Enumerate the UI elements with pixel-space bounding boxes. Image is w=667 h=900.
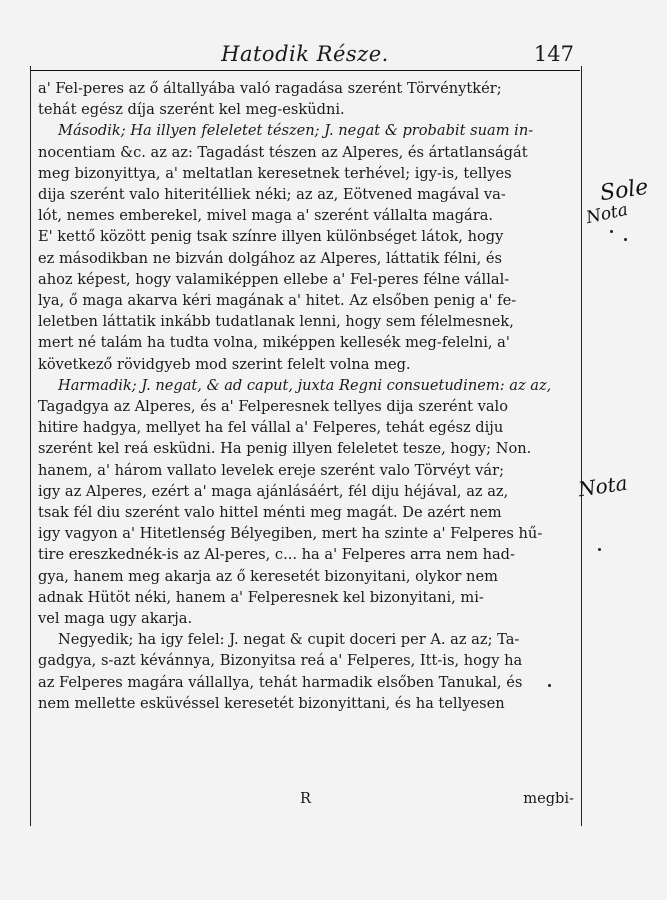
- ink-speck: [624, 238, 627, 241]
- text-line: tehát egész díja szerént kel meg-esküdni.: [38, 101, 345, 119]
- page-footer: [38, 790, 574, 812]
- ink-speck: [598, 548, 601, 551]
- text-line: az Felperes magára vállallya, tehát harmadik elsőben Tanukal, és: [38, 673, 523, 691]
- text-line: dija szerént valo hiteritélliek néki; az az, Eötvened magával va-: [38, 186, 506, 204]
- text-line: igy az Alperes, ezért a' maga ajánlásáért, fél diju héjával, az az,: [38, 482, 509, 500]
- text-line: következő rövidgyeb mod szerint felelt volna meg.: [38, 355, 411, 373]
- text-line: leletben láttatik inkább tudatlanak lenni, hogy sem félelmesnek,: [38, 313, 514, 331]
- margin-note-handwritten: Nota: [576, 470, 629, 502]
- body-text: [38, 78, 574, 714]
- text-line: a' Fel-peres az ő általlyába való ragadása szerént Törvénytkér;: [38, 80, 502, 97]
- text-line: Második; Ha illyen feleletet tészen; J. negat & probabit suam in-: [58, 122, 534, 140]
- text-line: vel maga ugy akarja.: [38, 610, 193, 628]
- catchword: megbi-: [523, 790, 574, 807]
- text-line: nocentiam &c. az az: Tagadást tészen az Alperes, és ártatlanságát: [38, 143, 528, 161]
- text-line: gya, hanem meg akarja az ő keresetét bizonyitani, olykor nem: [38, 567, 498, 585]
- signature-mark: R: [300, 790, 311, 807]
- ink-speck: [548, 684, 551, 687]
- text-line: lót, nemes emberekel, mivel maga a' szerént vállalta magára.: [38, 207, 494, 225]
- text-line: meg bizonyittya, a' meltatlan keresetnek terhével; igy-is, tellyes: [38, 164, 512, 182]
- text-line: Tagadgya az Alperes, és a' Felperesnek tellyes dija szerént valo: [38, 398, 508, 416]
- text-line: gadgya, s-azt kévánnya, Bizonyitsa reá a' Felperes, Itt-is, hogy ha: [38, 652, 523, 670]
- ink-speck: [610, 230, 613, 233]
- text-line: E' kettő között penig tsak színre illyen különbséget látok, hogy: [38, 228, 504, 246]
- text-line: tire ereszkednék-is az Al-peres, c... ha a' Felperes arra nem had-: [38, 546, 515, 564]
- page-number: 147: [533, 42, 574, 66]
- text-line: igy vagyon a' Hitetlenség Bélyegiben, mert ha szinte a' Felperes hű-: [38, 525, 543, 543]
- text-line: nem mellette esküvéssel keresetét bizonyittani, és ha tellyesen: [38, 694, 505, 712]
- text-line: adnak Hütöt néki, hanem a' Felperesnek kel bizonyitani, mi-: [38, 588, 484, 606]
- text-line: ahoz képest, hogy valamiképpen ellebe a' Fel-peres félne vállal-: [38, 270, 510, 288]
- text-line: Harmadik; J. negat, & ad caput, juxta Regni consuetudinem: az az,: [58, 376, 552, 394]
- text-line: hanem, a' három vallato levelek ereje szerént valo Törvéyt vár;: [38, 461, 505, 479]
- margin-note-handwritten: Nota: [584, 199, 630, 229]
- text-line: lya, ő maga akarva kéri magának a' hitet. Az elsőben penig a' fe-: [38, 292, 517, 310]
- margin-note-handwritten: Sole: [598, 174, 650, 207]
- text-line: Negyedik; ha igy felel: J. negat & cupit doceri per A. az az; Ta-: [58, 631, 520, 649]
- text-line: hitire hadgya, mellyet ha fel vállal a' Felperes, tehát egész diju: [38, 419, 504, 437]
- text-line: szerént kel reá esküdni. Ha penig illyen feleletet tesze, hogy; Non.: [38, 440, 532, 458]
- page-header: [30, 36, 580, 70]
- text-line: mert né talám ha tudta volna, miképpen kellesék meg-felelni, a': [38, 334, 510, 352]
- running-head: Hatodik Része.: [221, 42, 389, 66]
- text-line: ez másodikban ne bizván dolgához az Alperes, láttatik félni, és: [38, 249, 502, 267]
- text-line: tsak fél diu szerént valo hittel ménti meg magát. De azért nem: [38, 504, 502, 522]
